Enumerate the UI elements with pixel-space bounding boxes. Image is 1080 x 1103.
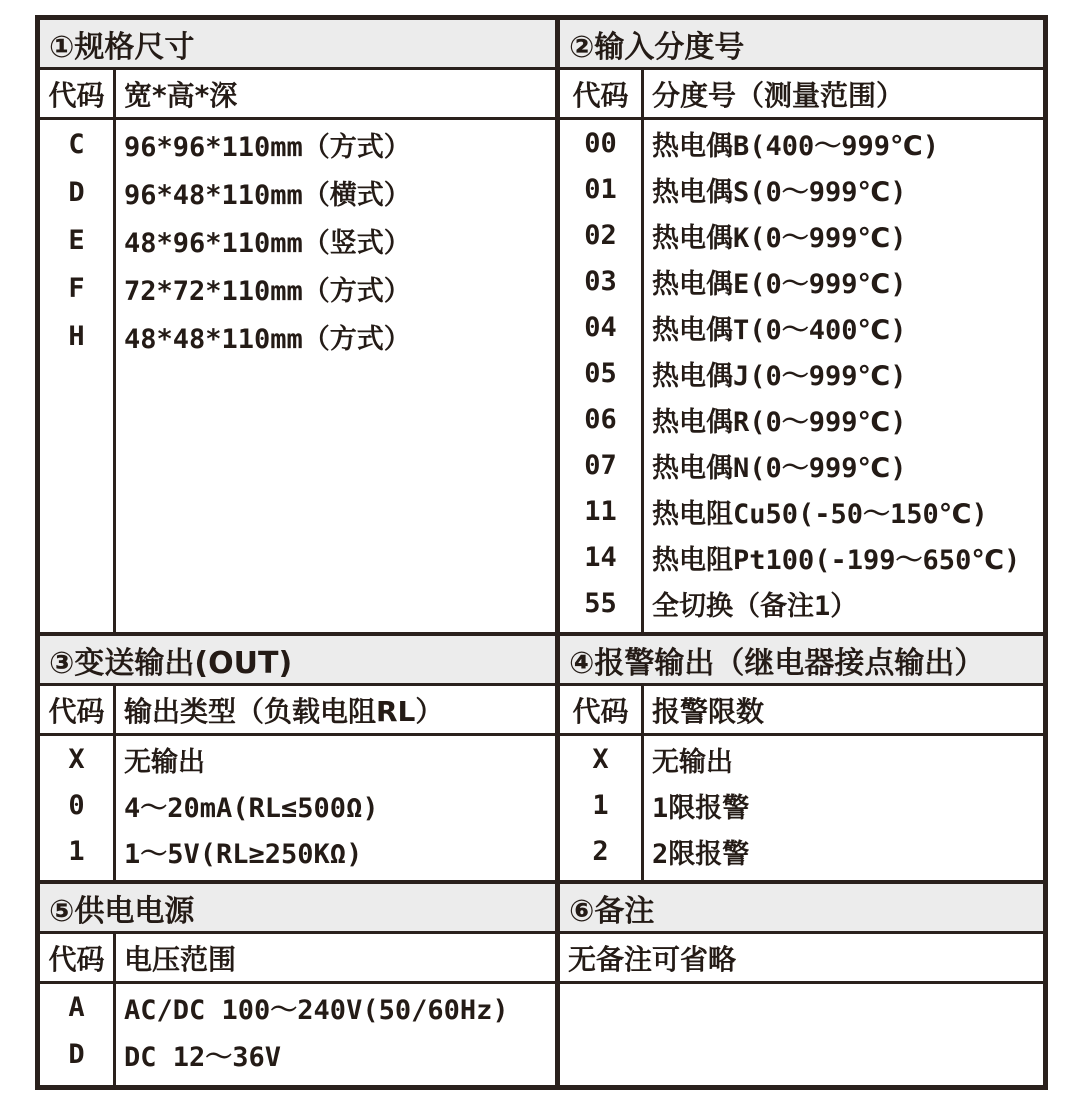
power-row-code: A [68, 992, 85, 1023]
alarm-row-code: 1 [592, 789, 609, 821]
section-alarm-title: ④报警输出（继电器接点输出） [560, 636, 1043, 686]
input-row-code: 14 [584, 541, 617, 573]
section-remark-title: ⑥备注 [560, 884, 1043, 934]
section-alarm-output [560, 636, 1043, 880]
output-row-code: 1 [68, 835, 85, 867]
remark-note: 无备注可省略 [560, 934, 1043, 984]
input-row-value: 热电阻Cu50(-50～150℃) [652, 498, 988, 530]
alarm-code-header: 代码 [560, 686, 644, 733]
input-row-value: 热电偶R(0～999℃) [652, 406, 907, 438]
input-row-code: 07 [584, 449, 617, 481]
input-row-value: 热电偶B(400～999℃) [652, 130, 939, 162]
alarm-value-column [644, 736, 1043, 880]
spec-row-value: 72*72*110mm（方式） [124, 275, 411, 307]
section-output-title: ③变送输出(OUT) [40, 636, 555, 686]
output-code-column [40, 736, 116, 880]
input-row-value: 热电偶T(0～400℃) [652, 314, 907, 346]
spec-row-code: C [68, 128, 85, 160]
spec-data-area [40, 120, 555, 632]
band-power-remark [40, 884, 1043, 1085]
alarm-code-column [560, 736, 644, 880]
alarm-header-row [560, 686, 1043, 736]
output-row-value: 无输出 [124, 746, 205, 778]
input-row-code: 55 [584, 587, 617, 619]
power-code-column [40, 984, 116, 1085]
section-spec-title: ①规格尺寸 [40, 20, 555, 70]
output-row-code: 0 [68, 789, 85, 821]
spec-value-column [116, 120, 555, 632]
alarm-data-area [560, 736, 1043, 880]
spec-header-row [40, 70, 555, 120]
spec-row-code: E [68, 224, 85, 256]
output-value-header: 输出类型（负载电阻RL） [124, 694, 444, 728]
output-row-code: X [68, 743, 85, 775]
input-row-code: 05 [584, 357, 617, 389]
alarm-row-code: X [592, 743, 609, 775]
output-value-column [116, 736, 555, 880]
spec-value-header: 宽*高*深 [124, 78, 238, 112]
remark-empty-cell [560, 984, 1043, 1085]
alarm-value-header: 报警限数 [652, 694, 765, 728]
alarm-row-code: 2 [592, 835, 609, 867]
section-power-supply [40, 884, 560, 1085]
power-data-area [40, 984, 555, 1085]
input-value-header: 分度号（测量范围） [652, 78, 905, 112]
output-header-row [40, 686, 555, 736]
section-power-title: ⑤供电电源 [40, 884, 555, 934]
input-row-code: 06 [584, 403, 617, 435]
input-value-column [644, 120, 1043, 632]
input-row-value: 热电偶K(0～999℃) [652, 222, 907, 254]
spec-row-value: 96*96*110mm（方式） [124, 131, 411, 163]
output-code-header: 代码 [40, 686, 116, 733]
output-data-area [40, 736, 555, 880]
output-row-value: 1～5V(RL≥250KΩ) [124, 838, 363, 870]
band-output-alarm [40, 636, 1043, 880]
section-remark [560, 884, 1043, 1085]
input-row-value: 热电偶E(0～999℃) [652, 268, 907, 300]
power-row-code: D [68, 1039, 85, 1070]
section-input-range [560, 20, 1043, 632]
input-row-value: 热电偶N(0～999℃) [652, 452, 907, 484]
input-row-code: 02 [584, 219, 617, 251]
alarm-row-value: 2限报警 [652, 838, 750, 870]
input-row-code: 04 [584, 311, 617, 343]
spec-code-header: 代码 [40, 70, 116, 117]
power-row-value: AC/DC 100～240V(50/60Hz) [124, 995, 509, 1026]
section-transmit-output [40, 636, 560, 880]
power-header-row [40, 934, 555, 984]
input-code-header: 代码 [560, 70, 644, 117]
power-code-header: 代码 [40, 934, 116, 981]
input-row-value: 全切换（备注1） [652, 590, 858, 622]
power-value-header: 电压范围 [124, 942, 237, 976]
input-row-code: 03 [584, 265, 617, 297]
output-row-value: 4～20mA(RL≤500Ω) [124, 792, 379, 824]
input-row-code: 11 [584, 495, 617, 527]
spec-row-code: H [68, 320, 85, 352]
input-data-area [560, 120, 1043, 632]
spec-row-code: F [68, 272, 85, 304]
spec-code-column [40, 120, 116, 632]
alarm-row-value: 1限报警 [652, 792, 750, 824]
input-row-code: 00 [584, 127, 617, 159]
input-code-column [560, 120, 644, 632]
alarm-row-value: 无输出 [652, 746, 733, 778]
band-spec-input [40, 20, 1043, 632]
input-row-code: 01 [584, 173, 617, 205]
power-value-column [116, 984, 555, 1085]
section-spec-size [40, 20, 560, 632]
input-row-value: 热电偶J(0～999℃) [652, 360, 907, 392]
model-selection-table [35, 15, 1048, 1090]
section-input-title: ②输入分度号 [560, 20, 1043, 70]
spec-row-value: 48*48*110mm（方式） [124, 323, 411, 355]
input-row-value: 热电阻Pt100(-199～650℃) [652, 544, 1021, 576]
input-header-row [560, 70, 1043, 120]
input-row-value: 热电偶S(0～999℃) [652, 176, 907, 208]
power-row-value: DC 12～36V [124, 1042, 282, 1073]
spec-row-value: 48*96*110mm（竖式） [124, 227, 411, 259]
spec-row-code: D [68, 176, 85, 208]
spec-row-value: 96*48*110mm（横式） [124, 179, 411, 211]
